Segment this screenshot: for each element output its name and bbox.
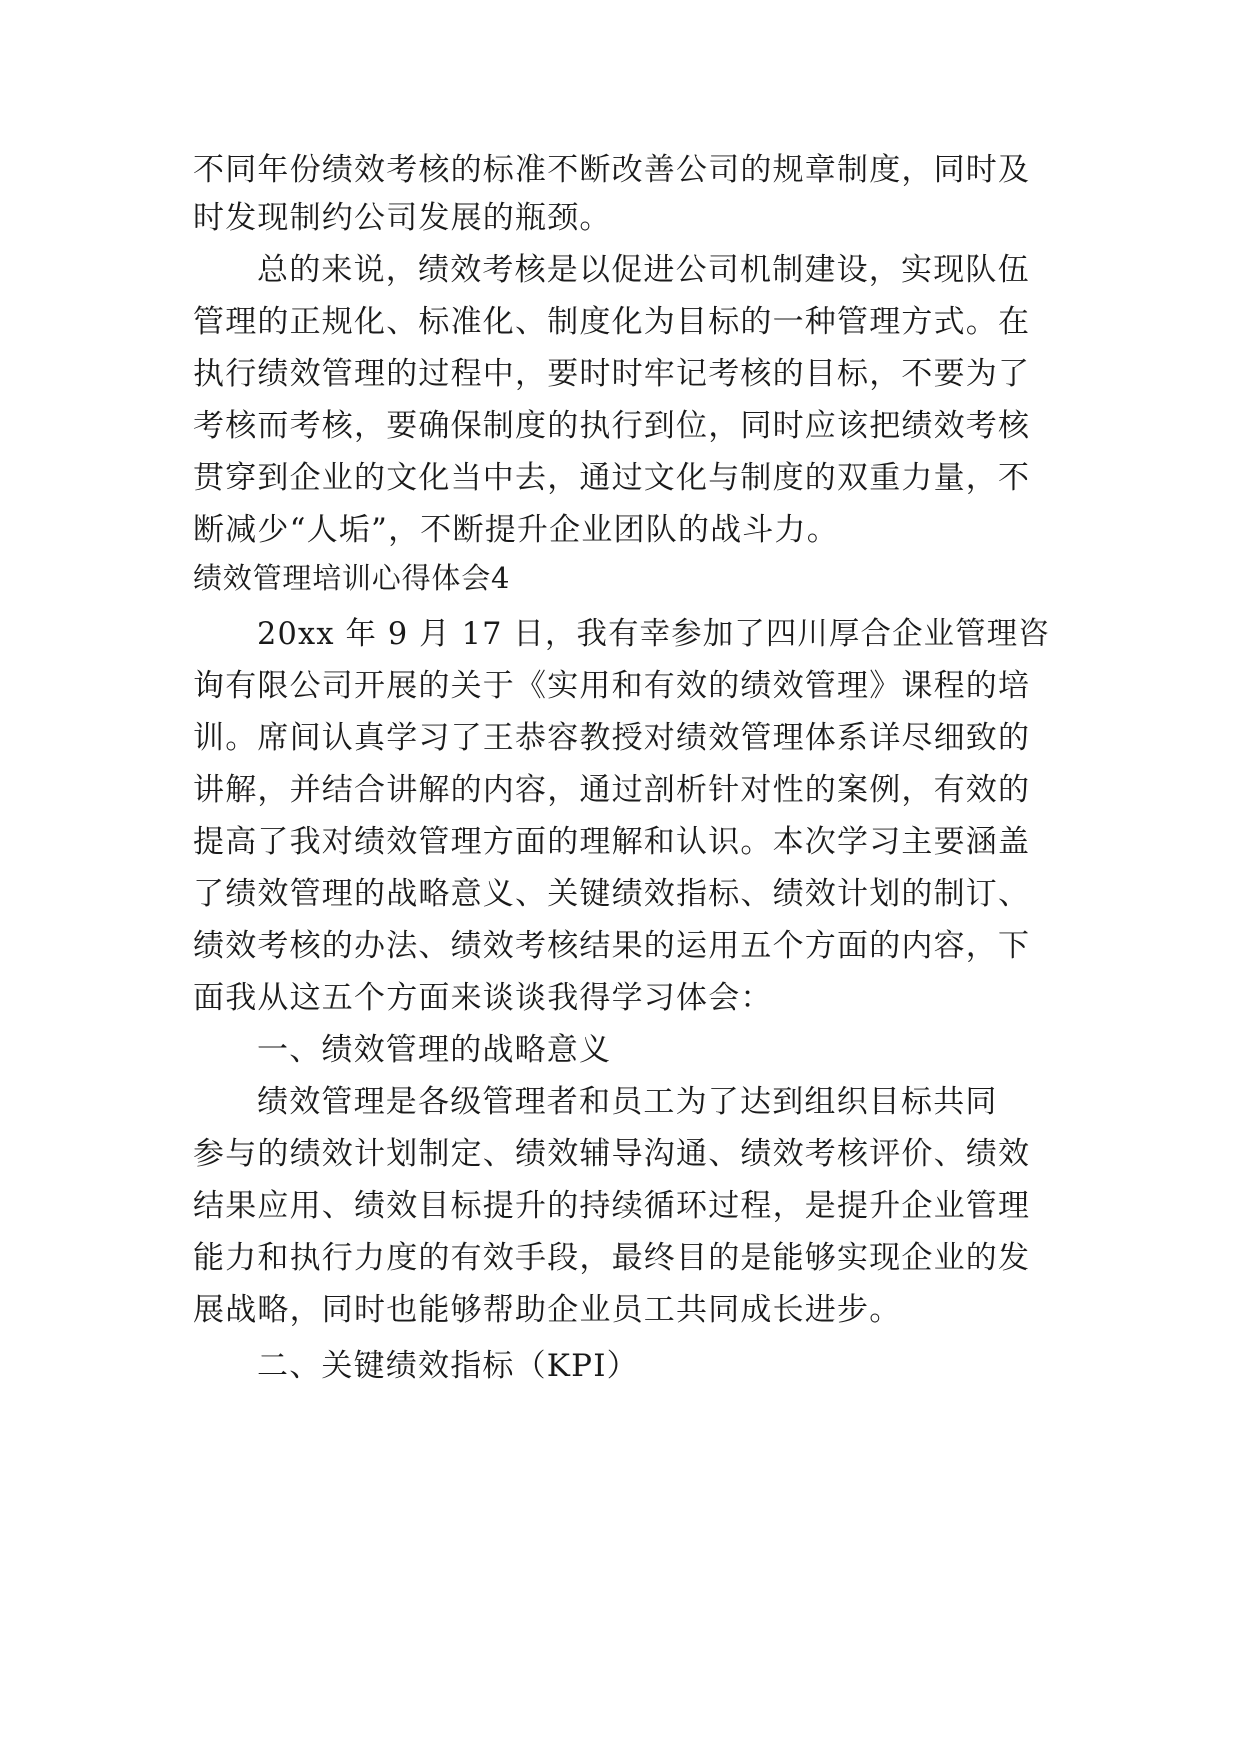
- body-text-line: 考核而考核，要确保制度的执行到位，同时应该把绩效考核: [193, 408, 1031, 444]
- body-text-line: 训。席间认真学习了王恭容教授对绩效管理体系详尽细致的: [193, 720, 1031, 756]
- subheading-kpi: 二、关键绩效指标（KPI）: [257, 1348, 639, 1384]
- body-text-line: 讲解，并结合讲解的内容，通过剖析针对性的案例，有效的: [193, 772, 1031, 808]
- section-title: 绩效管理培训心得体会4: [193, 561, 511, 595]
- paragraph-first-line: 20xx 年 9 月 17 日，我有幸参加了四川厚合企业管理咨: [257, 616, 1050, 652]
- subheading-strategic-significance: 一、绩效管理的战略意义: [257, 1032, 612, 1068]
- body-text-line: 绩效考核的办法、绩效考核结果的运用五个方面的内容，下: [193, 928, 1031, 964]
- body-text-line: 了绩效管理的战略意义、关键绩效指标、绩效计划的制订、: [193, 876, 1031, 912]
- body-text-line: 贯穿到企业的文化当中去，通过文化与制度的双重力量，不: [193, 460, 1031, 496]
- body-text-line: 断减少“人垢”，不断提升企业团队的战斗力。: [193, 512, 839, 548]
- body-text-line: 询有限公司开展的关于《实用和有效的绩效管理》课程的培: [193, 668, 1031, 704]
- body-text-line: 参与的绩效计划制定、绩效辅导沟通、绩效考核评价、绩效: [193, 1136, 1031, 1172]
- paragraph-first-line: 绩效管理是各级管理者和员工为了达到组织目标共同: [257, 1084, 998, 1120]
- body-text-line: 执行绩效管理的过程中，要时时牢记考核的目标，不要为了: [193, 356, 1031, 392]
- body-text-line: 管理的正规化、标准化、制度化为目标的一种管理方式。在: [193, 304, 1031, 340]
- body-text-line: 能力和执行力度的有效手段，最终目的是能够实现企业的发: [193, 1240, 1031, 1276]
- body-text-line: 时发现制约公司发展的瓶颈。: [193, 200, 612, 236]
- paragraph-first-line: 总的来说，绩效考核是以促进公司机制建设，实现队伍: [257, 252, 1030, 288]
- body-text-line: 面我从这五个方面来谈谈我得学习体会：: [193, 980, 773, 1016]
- body-text-line: 结果应用、绩效目标提升的持续循环过程，是提升企业管理: [193, 1188, 1031, 1224]
- body-text-line: 提高了我对绩效管理方面的理解和认识。本次学习主要涵盖: [193, 824, 1031, 860]
- body-text-line: 不同年份绩效考核的标准不断改善公司的规章制度，同时及: [193, 152, 1031, 188]
- body-text-line: 展战略，同时也能够帮助企业员工共同成长进步。: [193, 1292, 902, 1328]
